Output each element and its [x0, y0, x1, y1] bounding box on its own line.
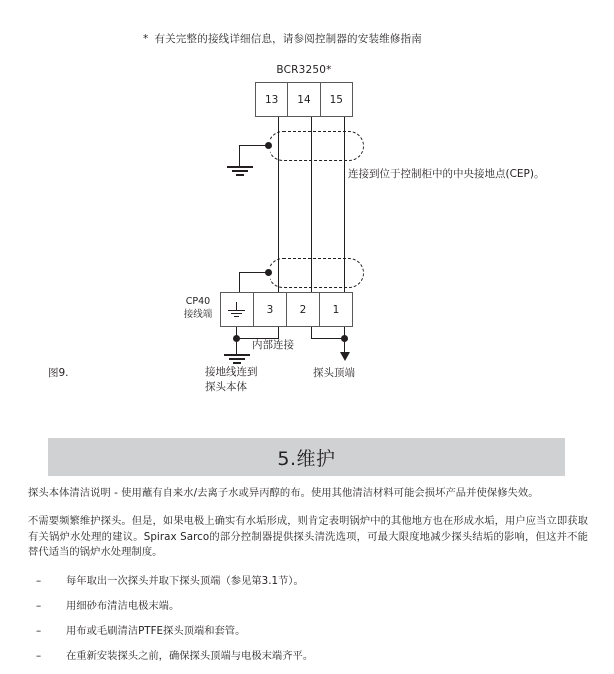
cep-ground-note: 连接到位于控制柜中的中央接地点(CEP)。	[348, 168, 545, 180]
bcr3250-terminal-block	[255, 82, 353, 117]
cp40-terminal-block	[220, 292, 353, 327]
terminal-15: 15	[329, 93, 343, 106]
footnote-asterisk: *	[143, 33, 149, 45]
section-header-band	[48, 438, 565, 476]
cp40-terminal-2: 2	[287, 293, 320, 326]
list-item	[28, 574, 588, 589]
ground-wire-to-probe-body-label	[205, 365, 258, 395]
cable-shield-sleeve-lower	[268, 258, 364, 288]
figure-number: 图9.	[48, 367, 69, 379]
shield-earth-lead-upper-h	[239, 145, 269, 146]
shield-earth-lead-lower-v	[239, 272, 240, 292]
earth-symbol-upper	[227, 166, 253, 180]
bcr3250-block-title: BCR3250*	[276, 64, 332, 76]
probe-tip-label: 探头顶端	[313, 367, 355, 379]
scale-advice-paragraph: 不需要频繁维护探头。但是，如果电极上确实有水垢形成，则肯定表明锅炉中的其他地方也在形成水垢，用户应当立即获取有关锅炉水处理的建议。Spirax Sarco的部分控制器提供探头清洗选项，可最大限度地减少探头结垢的影响，但这并不能替代适当的锅炉水处理制度。	[28, 515, 588, 559]
terminal-13: 13	[256, 83, 288, 116]
footnote-text: 有关完整的接线详细信息，请参阅控制器的安装维修指南	[154, 33, 422, 45]
cp40-terminal-text: 接线端	[183, 309, 213, 320]
cp40-name: CP40	[185, 296, 211, 307]
terminal-14: 14	[288, 83, 320, 116]
internal-connection-label: 内部连接	[252, 339, 294, 351]
section-heading: 5.维护	[277, 447, 336, 470]
cp40-terminal-1: 1	[332, 303, 340, 316]
shield-earth-lead-upper-v	[239, 145, 240, 167]
internal-connection-bus-right	[311, 338, 345, 339]
ground-label-line2: 探头本体	[205, 381, 247, 393]
bullet-dash-icon: –	[36, 624, 42, 637]
probe-body-earth-lead	[236, 338, 237, 355]
list-item	[28, 649, 588, 664]
list-item-text: 用细砂布清洁电极末端。	[66, 599, 180, 612]
shield-earth-lead-lower-h	[239, 272, 269, 273]
list-item-text: 在重新安装探头之前，确保探头顶端与电极末端齐平。	[66, 649, 314, 662]
maintenance-steps-list	[28, 574, 588, 664]
list-item	[28, 624, 588, 639]
maintenance-content	[28, 486, 588, 674]
cp40-terminal-3: 3	[254, 293, 287, 326]
ground-label-line1: 接地线连到	[205, 366, 258, 378]
bullet-dash-icon: –	[36, 649, 42, 662]
bullet-dash-icon: –	[36, 574, 42, 587]
cp40-block-label	[178, 295, 218, 321]
cp40-terminal-earth	[221, 293, 254, 326]
probe-tip-arrow-icon	[340, 352, 350, 361]
list-item-text: 每年取出一次探头并取下探头顶端（参见第3.1节）。	[66, 574, 304, 587]
list-item-text: 用布或毛刷清洁PTFE探头顶端和套管。	[66, 624, 246, 637]
list-item	[28, 599, 588, 614]
earth-ground-icon	[227, 302, 247, 318]
cable-shield-sleeve-upper	[268, 131, 364, 161]
cleaning-instructions-paragraph: 探头本体清洁说明 - 使用蘸有自来水/去离子水或异丙醇的布。使用其他清洁材料可能会损坏产品并使保修失效。	[28, 487, 539, 499]
bullet-dash-icon: –	[36, 599, 42, 612]
